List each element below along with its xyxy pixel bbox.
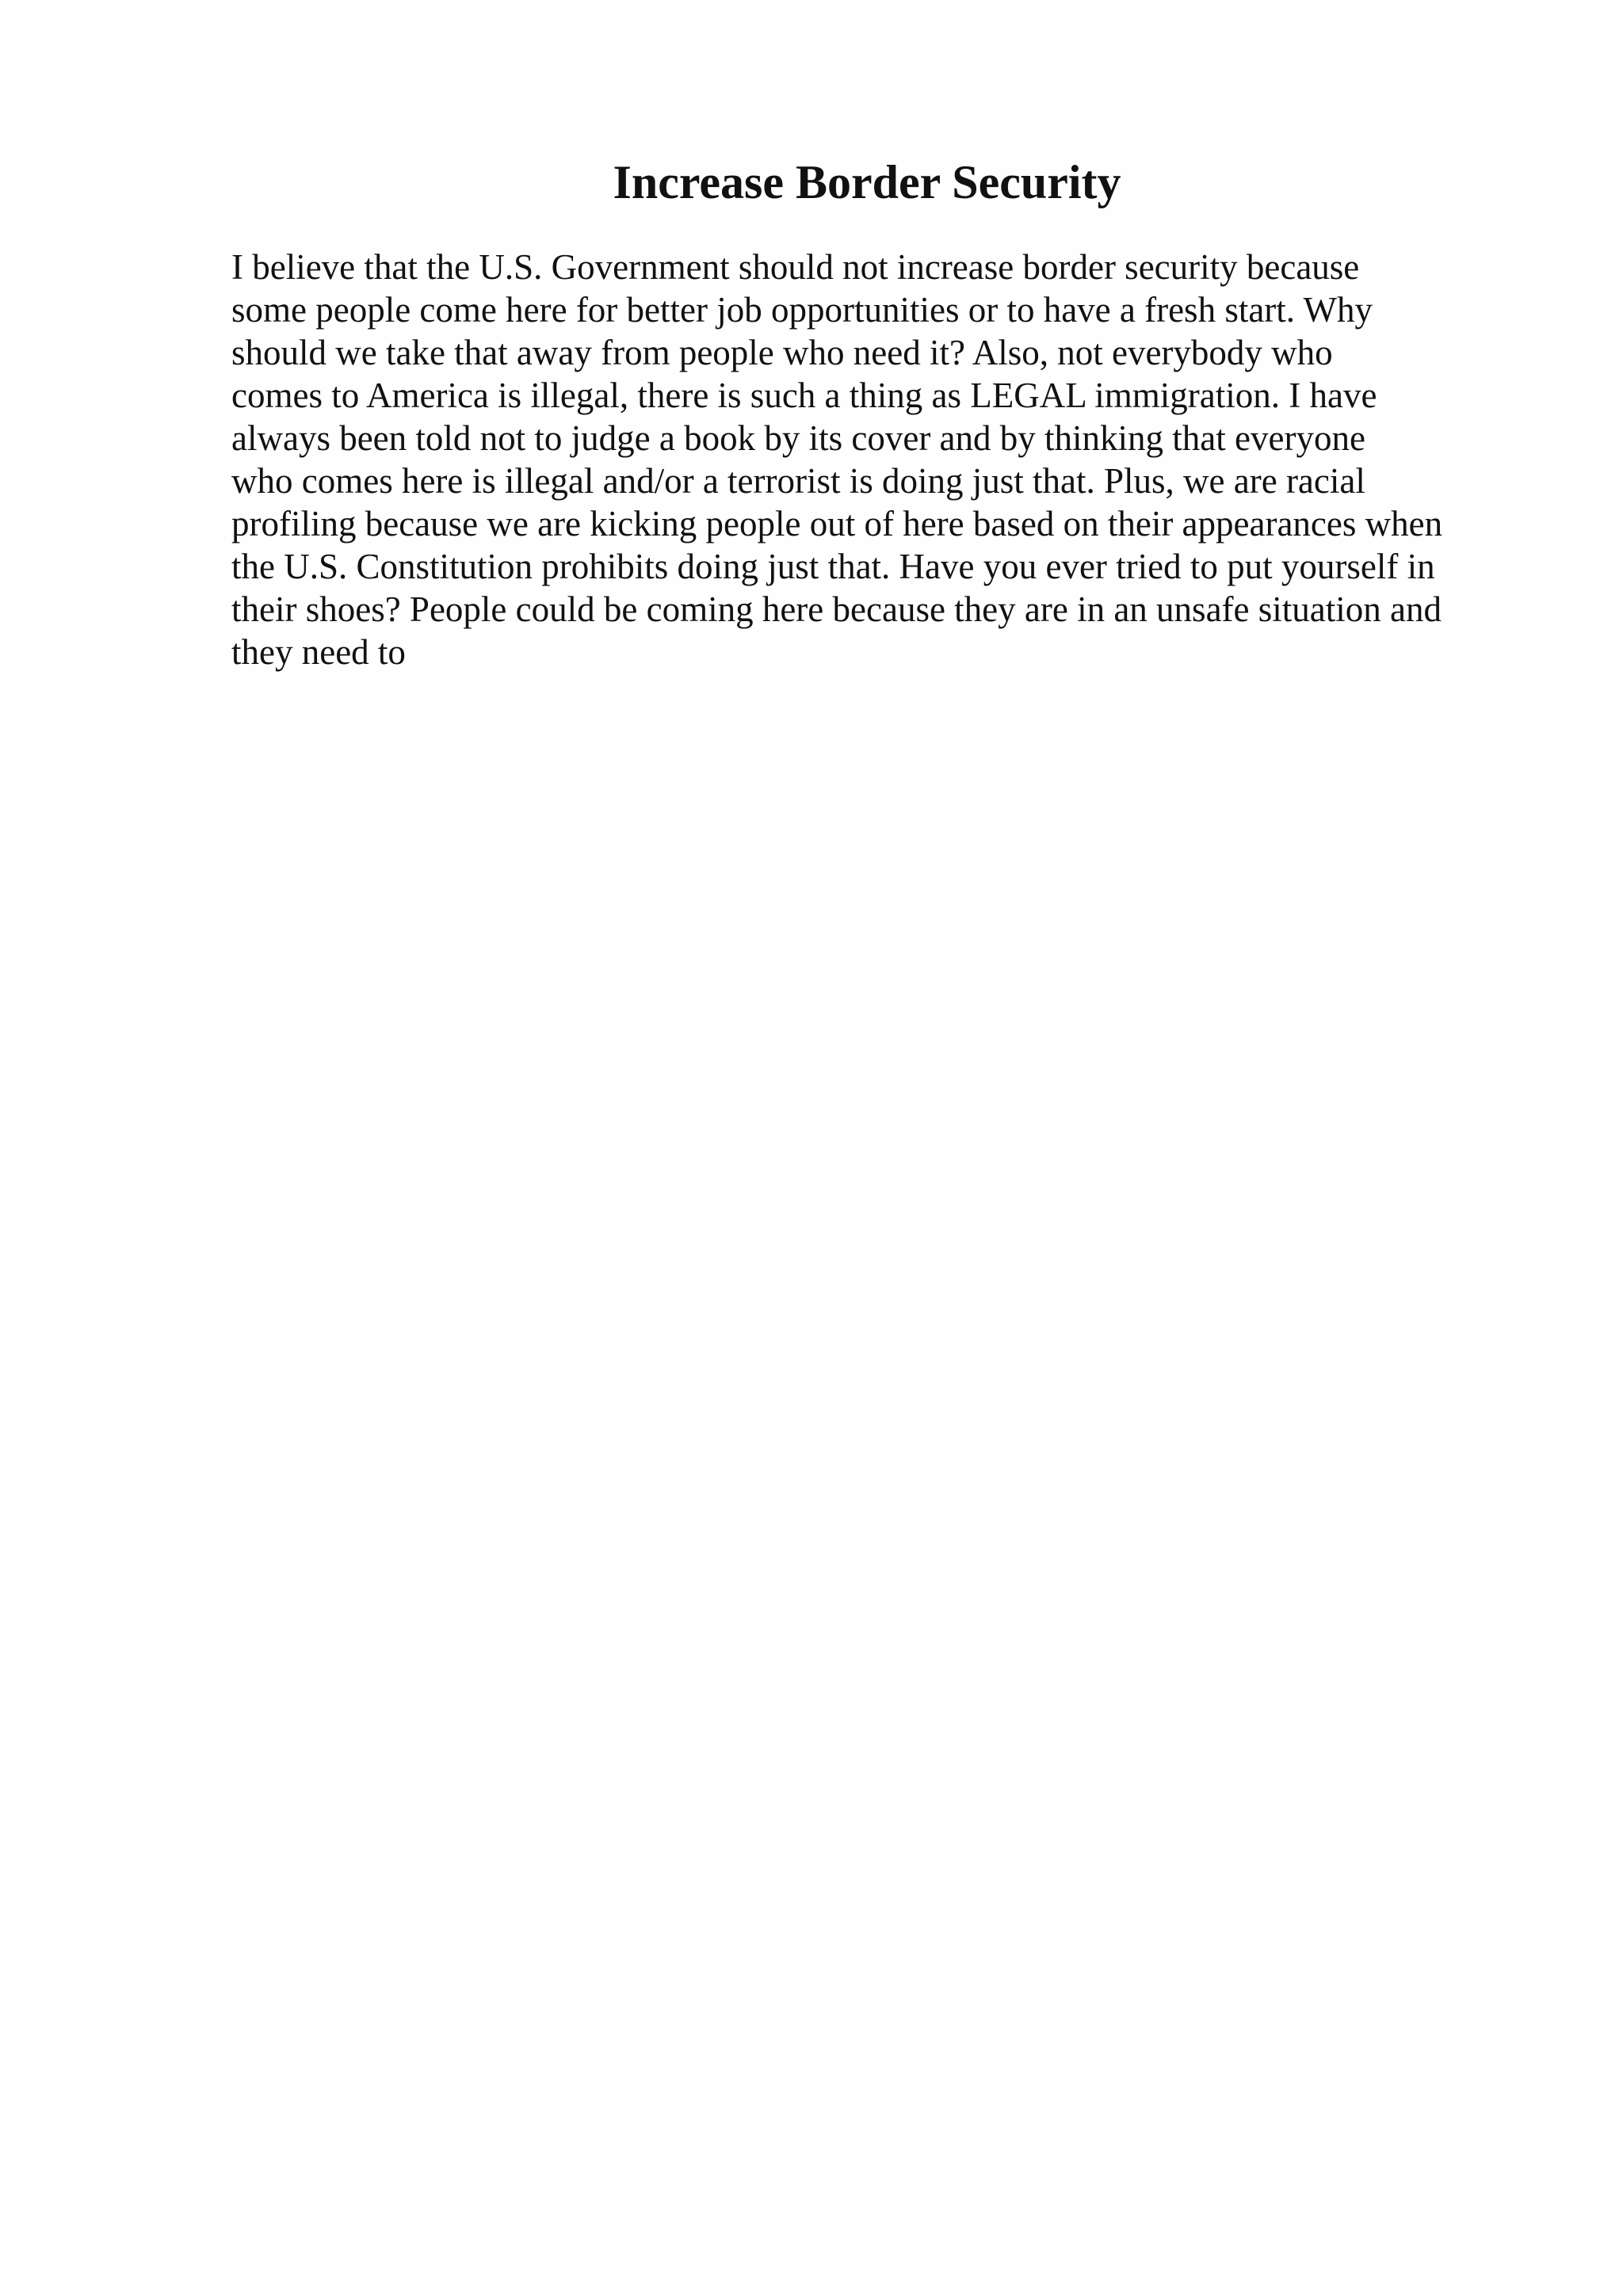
text-line: profiling because we are kicking people out of here based on their appearances when xyxy=(231,504,1443,543)
text-line: the U.S. Constitution prohibits doing just that. Have you ever tried to put yourself in xyxy=(231,547,1435,586)
body-paragraph xyxy=(231,246,1499,673)
text-line: they need to xyxy=(231,632,406,672)
text-line: some people come here for better job opportunities or to have a fresh start. Why xyxy=(231,290,1373,330)
text-line: their shoes? People could be coming here because they are in an unsafe situation and xyxy=(231,589,1442,629)
text-line: comes to America is illegal, there is such a thing as LEGAL immigration. I have xyxy=(231,376,1377,415)
document-title: Increase Border Security xyxy=(613,156,1121,208)
text-line: I believe that the U.S. Government should not increase border security because xyxy=(231,247,1360,287)
text-line: always been told not to judge a book by its cover and by thinking that everyone xyxy=(231,418,1365,458)
text-line: who comes here is illegal and/or a terrorist is doing just that. Plus, we are racial xyxy=(231,461,1365,501)
text-line: should we take that away from people who need it? Also, not everybody who xyxy=(231,333,1333,372)
